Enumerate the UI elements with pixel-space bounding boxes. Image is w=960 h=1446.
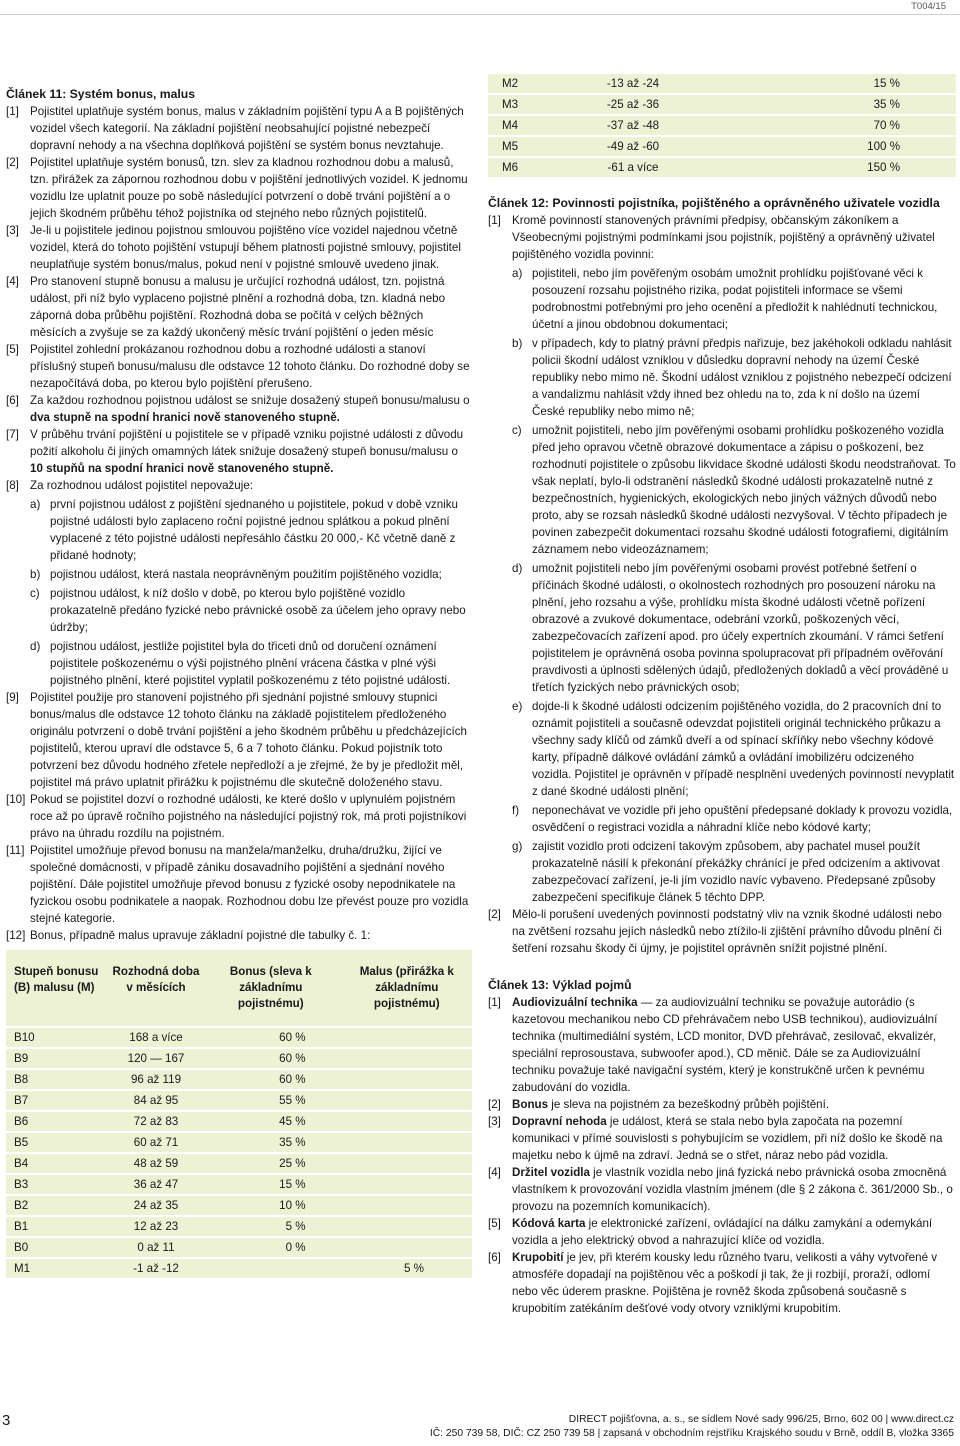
paragraph-body: Pro stanovení stupně bonusu a malusu je určující rozhodná událost, tzn. pojistná událost, při níž bylo vyplaceno pojistné plnění a rozhodná doba, tzn. kladná nebo záporná doba průběhu pojištění. Rozhodná doba se počítá v celých běžných měsících a zvyšuje se za každý ukončený měsíc trvání pojištění o jeden měsíc: [30, 275, 446, 339]
table-cell: B6: [6, 1111, 104, 1132]
paragraph-number: [1]: [488, 996, 501, 1009]
paragraph-body: Za rozhodnou událost pojistitel nepovažuje:: [30, 479, 254, 492]
table-cell: 60 %: [200, 1027, 334, 1048]
article-11-body: [6, 103, 472, 944]
paragraph-number: [11]: [6, 844, 25, 857]
paragraph-text: [30, 341, 472, 392]
sub-item-text: pojistiteli, nebo jím pověřeným osobám umožnit prohlídku pojišťované věci k posouzení rozsahu pojistného rizika, podat pojistiteli informace se všemi podrobnostmi potřebnými pro jeho ocenění a předložit k nahlédnutí technickou, účetní a jinou obdobnou dokumentaci;: [532, 267, 938, 331]
paragraph-number: [6]: [6, 394, 19, 407]
bonus-malus-table: [6, 950, 472, 1278]
table-cell: 72 až 83: [104, 1111, 200, 1132]
table-cell: [334, 1069, 472, 1090]
table-cell: M2: [488, 73, 574, 94]
article-11-paragraph: [6, 273, 472, 341]
table-cell: -37 až -48: [574, 115, 684, 136]
article-11-paragraph: [6, 154, 472, 222]
table-cell: M4: [488, 115, 574, 136]
paragraph-text: [512, 1215, 956, 1249]
table-cell: 48 až 59: [104, 1153, 200, 1174]
table-cell: B10: [6, 1027, 104, 1048]
footer-address: DIRECT pojišťovna, a. s., se sídlem Nové sady 996/25, Brno, 602 00 | www.direct.cz: [568, 1414, 954, 1425]
sub-item-letter: d): [30, 640, 41, 653]
table-cell: -61 a více: [574, 157, 684, 177]
table-cell: [334, 1195, 472, 1216]
article-13-body: [488, 994, 956, 1317]
sub-item: [30, 585, 472, 636]
paragraph-body: Audiovizuální technika — za audiovizuální techniku se považuje autorádio (s kazetovou mechanikou nebo CD přehrávačem nebo USB technikou), audiovizuální technika (multimediální systém, LCD monitor, DVD přehrávač, zesilovač, ekvalizér, speciální reprosoustava, subwoofer apod.), CD měnič. Dále se za Audiovizuální techniku považuje také navigační systém, který je konstrukčně určen k pevnému zabudování do vozidla.: [512, 996, 938, 1094]
table-cell: 45 %: [200, 1111, 334, 1132]
table-cell: 0 %: [200, 1237, 334, 1258]
table-row: [6, 1153, 472, 1174]
article-13-paragraph: [488, 994, 956, 1096]
paragraph-body: Bonus je sleva na pojistném za bezeškodný průběh pojištění.: [512, 1098, 830, 1111]
table-cell: 70 %: [684, 115, 956, 136]
sub-item-text: pojistnou událost, jestliže pojistitel byla do třiceti dnů od doručení oznámení pojistitele poškozenému o výši pojistného plnění vrácena částka v plné výši pojistného plnění, které pojistitel vyplatil poškozenému z této pojistné události.: [50, 640, 451, 687]
paragraph-text: [512, 994, 956, 1096]
paragraph-body: V průběhu trvání pojištění u pojistitele se v případě vzniku pojistné události z důvodu požití alkoholu či jiných omamných látek snižuje dosažený stupeň bonusu/malusu o 10 stupňů na spodní hranici nově stanoveného stupně.: [30, 428, 464, 475]
table-cell: B2: [6, 1195, 104, 1216]
paragraph-number: [3]: [488, 1115, 501, 1128]
table-cell: 10 %: [200, 1195, 334, 1216]
table-cell: [334, 1237, 472, 1258]
table-cell: 15 %: [200, 1174, 334, 1195]
paragraph-number: [2]: [488, 1098, 501, 1111]
table-cell: [334, 1132, 472, 1153]
paragraph-text: [30, 273, 472, 341]
article-13-paragraph: [488, 1164, 956, 1215]
paragraph-number: [4]: [488, 1166, 501, 1179]
table-cell: M5: [488, 136, 574, 157]
table-row: [6, 1111, 472, 1132]
table-row: [6, 1027, 472, 1048]
sub-item-text: dojde-li k škodné události odcizením pojištěného vozidla, do 2 pracovních dní to oznámit pojistiteli a současně odevzdat pojistiteli originál technického průkazu a všechny sady klíčů od zámků dveří a od spínací skříňky nebo všechny kódové karty, případně dálkové ovládání zámků a ovládání imobilizéru odcizeného vozidla. Pojistitel je oprávněn v případě nesplnění uvedených povinností nevyplatit z dané škodné události plnění;: [532, 700, 955, 798]
sub-item-letter: c): [512, 424, 522, 437]
table-cell: [334, 1153, 472, 1174]
article-13-title: Článek 13: Výklad pojmů: [488, 978, 632, 992]
article-12-paragraph: [488, 212, 956, 906]
sub-item-letter: d): [512, 562, 523, 575]
sub-item: [512, 335, 956, 420]
table-cell: 60 až 71: [104, 1132, 200, 1153]
table-cell: 25 %: [200, 1153, 334, 1174]
paragraph-number: [8]: [6, 479, 19, 492]
table-cell: [334, 1027, 472, 1048]
article-13-paragraph: [488, 1096, 956, 1113]
paragraph-text: [512, 212, 956, 906]
table-row: [6, 1090, 472, 1111]
sub-item: [30, 638, 472, 689]
paragraph-number: [2]: [488, 908, 501, 921]
sub-item-text: umožnit pojistiteli nebo jím pověřenými osobami provést potřebné šetření o příčinách škodné události, o okolnostech rozhodných pro posouzení nároku na plnění, jeho rozsahu a výše, prohlídku místa škodné události včetně pořízení obrazové a zvukové dokumentace, odebrání vzorků, poškozených věcí, zabezpečovacích zařízení apod. pro účely expertních zkoumání. V rámci šetření pojistitelem je oprávněná osoba povinna spolupracovat při případném ověřování pravdivosti a úplnosti sdělených údajů, předložených dokladů a věcí prováděné u třetích fyzických nebo právnických osob;: [532, 562, 949, 694]
footer-registration: IČ: 250 739 58, DIČ: CZ 250 739 58 | zapsaná v obchodním rejstříku Krajského soudu v Brně, oddíl B, vložka 3365: [429, 1428, 954, 1439]
paragraph-number: [1]: [6, 105, 19, 118]
table-row: [488, 73, 956, 94]
left-column: [6, 86, 472, 1278]
table-cell: 35 %: [200, 1132, 334, 1153]
table-cell: -49 až -60: [574, 136, 684, 157]
sub-item-text: zajistit vozidlo proti odcizení takovým způsobem, aby pachatel musel použít prokazatelně násilí k překonání překážky chránící je před odcizením a aktivovat zabezpečovací zařízení, je-li jím vozidlo navíc vybaveno. Předepsané způsoby zabezpečení specifikuje článek 5 těchto DPP.: [532, 840, 940, 904]
article-11-paragraph: [6, 791, 472, 842]
table-header: Stupeň bonusu (B) malusu (M): [14, 965, 99, 994]
table-cell: B9: [6, 1048, 104, 1069]
sub-item: [30, 566, 472, 583]
table-cell: 120 — 167: [104, 1048, 200, 1069]
table-cell: M6: [488, 157, 574, 177]
paragraph-text: [30, 426, 472, 477]
article-11-paragraph: [6, 222, 472, 273]
article-11-paragraph: [6, 689, 472, 791]
table-cell: 96 až 119: [104, 1069, 200, 1090]
table-cell: [334, 1111, 472, 1132]
article-11-title: Článek 11: Systém bonus, malus: [6, 87, 195, 101]
sub-item-letter: a): [512, 267, 523, 280]
table-row: [488, 157, 956, 177]
article-12-title: Článek 12: Povinnosti pojistníka, pojištěného a oprávněného uživatele vozidla: [488, 196, 940, 210]
table-cell: [334, 1174, 472, 1195]
sub-item: [512, 698, 956, 800]
paragraph-number: [1]: [488, 214, 501, 227]
paragraph-number: [10]: [6, 793, 26, 806]
header-rule: [0, 14, 960, 15]
paragraph-number: [4]: [6, 275, 19, 288]
sub-item-letter: a): [30, 498, 41, 511]
sub-item: [512, 560, 956, 696]
table-cell: -25 až -36: [574, 94, 684, 115]
article-11-paragraph: [6, 477, 472, 689]
paragraph-text: [30, 392, 472, 426]
paragraph-number: [5]: [488, 1217, 501, 1230]
table-cell: 12 až 23: [104, 1216, 200, 1237]
paragraph-text: [512, 1249, 956, 1317]
table-cell: 100 %: [684, 136, 956, 157]
table-row: [488, 115, 956, 136]
paragraph-number: [9]: [6, 691, 19, 704]
paragraph-number: [12]: [6, 929, 26, 942]
paragraph-number: [3]: [6, 224, 19, 237]
table-cell: [200, 1258, 334, 1278]
sub-item-text: neponechávat ve vozidle při jeho opuštění předepsané doklady k provozu vozidla, osvědčení o registraci vozidla a náhradní klíče nebo kódové karty;: [532, 804, 953, 834]
sub-item-letter: b): [512, 337, 523, 350]
table-cell: -13 až -24: [574, 73, 684, 94]
table-cell: 35 %: [684, 94, 956, 115]
page-number: 3: [2, 1412, 11, 1429]
paragraph-body: Mělo-li porušení uvedených povinností podstatný vliv na vznik škodné události nebo na zvětšení rozsahu jejích následků nebo ztížilo-li zjištění právního důvodu plnění či šetření rozsahu škody či újmy, je pojistitel oprávněn snížit pojistné plnění.: [512, 908, 942, 955]
paragraph-text: [30, 689, 472, 791]
paragraph-text: [30, 103, 472, 154]
paragraph-number: [7]: [6, 428, 19, 441]
paragraph-body: Dopravní nehoda je událost, která se stala nebo byla započata na pozemní komunikaci v přímé souvislosti s pohybujícím se vozidlem, při níž došlo ke škodě na majetku nebo k újmě na zdraví. Jedná se o střet, náraz nebo pád vozidla.: [512, 1115, 943, 1162]
article-11-paragraph: [6, 842, 472, 927]
table-cell: B4: [6, 1153, 104, 1174]
paragraph-text: [512, 906, 956, 957]
paragraph-body: Pojistitel uplatňuje systém bonus, malus v základním pojištění typu A a B pojištěných vozidel všech kategorií. Na základní pojištění neobsahující pojistné nebezpečí dopravní nehody a na všechna doplňková pojištění se systém bonus nevztahuje.: [30, 105, 464, 152]
table-header: Rozhodná doba v měsících: [112, 965, 200, 994]
paragraph-body: Je-li u pojistitele jedinou pojistnou smlouvou pojištěno více vozidel najednou včetně vozidel, která do tohoto pojištění vstupují během platnosti pojistné smlouvy, pojistitel neuplatňuje systém bonus/malus, pokud není v pojistné smlouvě uvedeno jinak.: [30, 224, 461, 271]
paragraph-body: Krupobití je jev, při kterém kousky ledu různého tvaru, velikosti a váhy vytvořené v atmosféře dopadají na pojištěnou věc a poškodí ji tak, že ji rozbijí, proraží, odlomí nebo věc úderem praskne. Pojištěna je rovněž škoda způsobená současně s krupobitím zatékáním dešťové vody otvory vzniklými krupobitím.: [512, 1251, 938, 1315]
paragraph-number: [5]: [6, 343, 19, 356]
table-row: [6, 1132, 472, 1153]
paragraph-body: Pokud se pojistitel dozví o rozhodné události, ke které došlo v uplynulém pojistném roce až po úpravě ročního pojistného na následující pojistný rok, má proti pojistníkovi právo na úhradu rozdílu na pojistném.: [30, 793, 467, 840]
table-row: [6, 1216, 472, 1237]
paragraph-body: Pojistitel umožňuje převod bonusu na manžela/manželku, druha/družku, žijící ve společné domácnosti, v případě zániku dosavadního pojištění a sjednání nového pojištění. Dále pojistitel umožňuje převod bonusu z fyzické osoby nepodnikatele na fyzickou osobu podnikatele a naopak. Rozhodnou dobu lze převést pouze pro vozidla stejné kategorie.: [30, 844, 469, 925]
sub-item: [512, 838, 956, 906]
table-cell: B8: [6, 1069, 104, 1090]
paragraph-text: [512, 1164, 956, 1215]
table-cell: 24 až 35: [104, 1195, 200, 1216]
sub-item: [512, 265, 956, 333]
sub-item: [512, 802, 956, 836]
sub-item: [512, 422, 956, 558]
sub-item-letter: b): [30, 568, 41, 581]
table-cell: 5 %: [334, 1258, 472, 1278]
article-12-body: [488, 212, 956, 957]
paragraph-body: Za každou rozhodnou pojistnou událost se snižuje dosažený stupeň bonusu/malusu o dva stupně na spodní hranici nově stanoveného stupně.: [30, 394, 470, 424]
table-cell: [334, 1048, 472, 1069]
sub-item: [30, 496, 472, 564]
paragraph-body: Pojistitel uplatňuje systém bonusů, tzn. slev za kladnou rozhodnou dobu a malusů, tzn. přirážek za zápornou rozhodnou dobu v pojištění jednotlivých vozidel. K jednomu vozidlu lze uplatnit pouze po sobě následující potvrzení o době trvání pojištění a o jejich škodném průběhu téhož pojistníka od stejného nebo různých pojistitelů.: [30, 156, 468, 220]
table-cell: 36 až 47: [104, 1174, 200, 1195]
sub-item-letter: c): [30, 587, 40, 600]
table-row: [6, 1237, 472, 1258]
paragraph-body: Pojistitel zohlední prokázanou rozhodnou dobu a rozhodné události a stanoví příslušný stupeň bonusu/malusu dle odstavce 12 tohoto článku. Do rozhodné doby se nezapočítává doba, po kterou bylo pojištění přerušeno.: [30, 343, 470, 390]
document-code: T004/15: [911, 1, 946, 12]
table-row: [6, 1069, 472, 1090]
table-cell: B1: [6, 1216, 104, 1237]
table-row: [488, 94, 956, 115]
paragraph-text: [512, 1096, 956, 1113]
paragraph-text: [30, 222, 472, 273]
article-12-paragraph: [488, 906, 956, 957]
sub-item-letter: e): [512, 700, 523, 713]
table-cell: -1 až -12: [104, 1258, 200, 1278]
article-13-paragraph: [488, 1249, 956, 1317]
paragraph-body: Pojistitel použije pro stanovení pojistného při sjednání pojistné smlouvy stupnici bonus/malus dle odstavce 12 tohoto článku na základě pojistitelem předloženého originálu potvrzení o době trvání pojištění a jeho škodném průběhu u předcházejících pojistitelů, kterou upraví dle odstavce 5, 6 a 7 tohoto článku. Pokud pojistník toto potvrzení bez důvodu hodného zřetele nepředloží a je zřejmé, že by je předložit měl, pojistitel má právo uplatnit přirážku k pojistnému dle skutečně doloženého stavu.: [30, 691, 467, 789]
paragraph-text: [30, 154, 472, 222]
table-cell: 55 %: [200, 1090, 334, 1111]
table-cell: 60 %: [200, 1069, 334, 1090]
table-row: [488, 136, 956, 157]
right-column: [488, 72, 956, 1317]
table-cell: B5: [6, 1132, 104, 1153]
table-cell: B3: [6, 1174, 104, 1195]
paragraph-body: Kromě povinností stanovených právními předpisy, občanským zákoníkem a Všeobecnými pojistnými podmínkami jsou pojistník, pojištěný a oprávněný uživatel pojištěného vozidla povinni:: [512, 214, 935, 261]
paragraph-body: Držitel vozidla je vlastník vozidla nebo jiná fyzická nebo právnická osoba zmocněná vlastníkem k provozování vozidla vlastním jménem (dle § 2 zákona č. 361/2000 Sb., o provozu na pozemních komunikacích).: [512, 1166, 953, 1213]
article-11-paragraph: [6, 103, 472, 154]
table-cell: 60 %: [200, 1048, 334, 1069]
article-11-paragraph: [6, 392, 472, 426]
paragraph-number: [2]: [6, 156, 19, 169]
table-row: [6, 1258, 472, 1278]
paragraph-text: [30, 791, 472, 842]
table-cell: [334, 1090, 472, 1111]
table-cell: 168 a více: [104, 1027, 200, 1048]
sub-item-text: v případech, kdy to platný právní předpis nařizuje, bez jakéhokoli odkladu nahlásit policii škodní událost vzniklou v důsledku dopravní nehody na území České republiky nebo mimo ně. Škodní událost vzniklou z pojistného nebezpečí odcizení a vandalizmu nahlásit vždy ihned bez ohledu na to, zda k ní došlo na území České republiky nebo mimo ně;: [532, 337, 952, 418]
table-cell: B7: [6, 1090, 104, 1111]
table-cell: 84 až 95: [104, 1090, 200, 1111]
paragraph-text: [512, 1113, 956, 1164]
paragraph-body: Bonus, případně malus upravuje základní pojistné dle tabulky č. 1:: [30, 929, 371, 942]
table-cell: 0 až 11: [104, 1237, 200, 1258]
paragraph-text: [30, 842, 472, 927]
company-footer: [430, 1413, 954, 1441]
article-11-paragraph: [6, 341, 472, 392]
table-row: [6, 1174, 472, 1195]
table-cell: M1: [6, 1258, 104, 1278]
sub-item-letter: f): [512, 804, 520, 817]
bonus-malus-table-continued: [488, 72, 956, 177]
sub-item-text: první pojistnou událost z pojištění sjednaného u pojistitele, pokud v době vzniku pojistné události bylo zaplaceno roční pojistné jednou splátkou a pokud plnění vyplacené z této pojistné události nepřesáhlo částku 20 000,- Kč včetně daně z přidané hodnoty;: [50, 498, 458, 562]
sub-item-text: pojistnou událost, která nastala neoprávněným použitím pojištěného vozidla;: [50, 568, 442, 581]
article-11-paragraph: [6, 426, 472, 477]
table-row: [6, 1048, 472, 1069]
article-13-paragraph: [488, 1215, 956, 1249]
sub-item-text: pojistnou událost, k níž došlo v době, po kterou bylo pojištěné vozidlo prokazatelně předáno fyzické nebo právnické osobě za účelem jeho opravy nebo údržby;: [50, 587, 466, 634]
paragraph-text: [30, 477, 472, 689]
table-cell: M3: [488, 94, 574, 115]
table-row: [6, 1195, 472, 1216]
paragraph-number: [6]: [488, 1251, 501, 1264]
table-cell: 5 %: [200, 1216, 334, 1237]
sub-item-letter: g): [512, 840, 523, 853]
table-header: Bonus (sleva k základnímu pojistnému): [229, 965, 312, 1010]
article-13-paragraph: [488, 1113, 956, 1164]
sub-item-text: umožnit pojistiteli, nebo jím pověřenými osobami prohlídku poškozeného vozidla před jeho opravou včetně obrazové dokumentace a zápisu o poškození, bez rozhodnutí pojistitele o způsobu likvidace škodné události škodu neodstraňovat. To však neplatí, bylo-li odstranění následků škodné události prokazatelně nutné z bezpečnostních, hygienických, ekologických nebo jiných vážných důvodů nebo proto, aby se rozsah následků škodné události nezvyšoval. V těchto případech je povinen zabezpečit dokumentaci rozsahu škodné události fotografiemi, digitálním záznamem nebo videozáznamem;: [532, 424, 956, 556]
table-cell: 150 %: [684, 157, 956, 177]
table-cell: B0: [6, 1237, 104, 1258]
table-header: Malus (přirážka k základnímu pojistnému): [359, 965, 454, 1010]
table-cell: 15 %: [684, 73, 956, 94]
article-11-paragraph: [6, 927, 472, 944]
table-cell: [334, 1216, 472, 1237]
paragraph-body: Kódová karta je elektronické zařízení, ovládající na dálku zamykání a odemykání vozidla a jeho elektrický obvod a nahrazující klíče od vozidla.: [512, 1217, 933, 1247]
paragraph-text: [30, 927, 472, 944]
